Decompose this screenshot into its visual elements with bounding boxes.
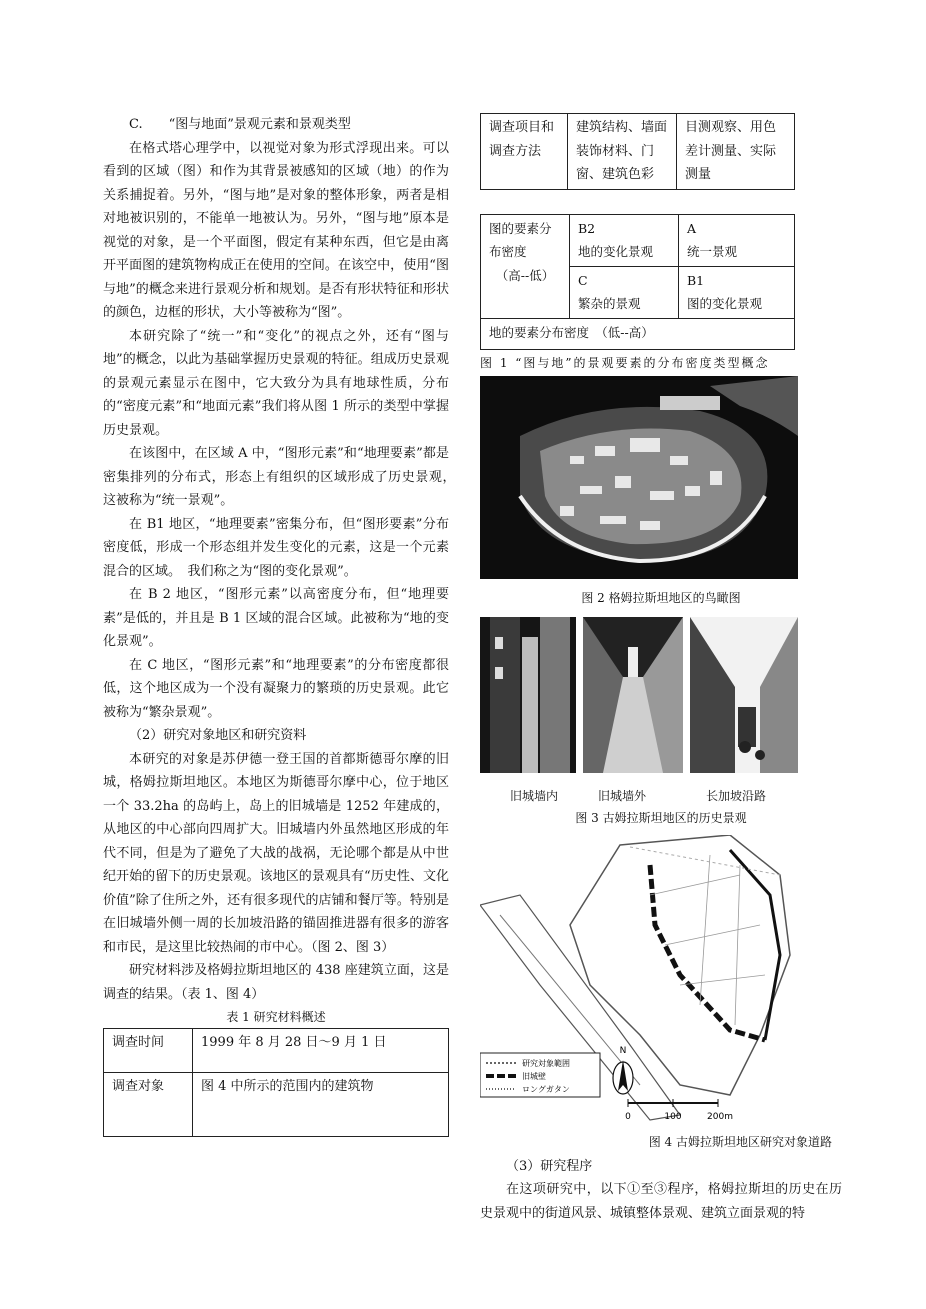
north-label: N <box>619 1045 627 1056</box>
aerial-photo-graphic <box>480 376 798 579</box>
fig4-caption: 图 4 古姆拉斯坦地区研究对象道路 <box>648 1134 832 1149</box>
table-row <box>104 1073 449 1137</box>
study-area-map <box>480 835 798 1123</box>
street-photo-inside-graphic <box>480 617 576 773</box>
scale-label: 100 <box>664 1111 682 1122</box>
table-cell-value: 图 4 中所示的范围内的建筑物 <box>193 1073 449 1137</box>
matrix-code-b1: B1 <box>687 272 705 288</box>
table-row <box>104 1029 449 1073</box>
table-cell: 调查项目和调查方法 <box>481 114 568 190</box>
matrix-code-b2: B2 <box>578 220 596 236</box>
paragraph-5: 在 B 2 地区，“图形元素”以高密度分布，但“地理要素”是低的，并且是 B 1 区域的混合区域。此被称为“地的变化景观”。 <box>103 587 449 649</box>
fig1-matrix <box>480 214 795 350</box>
table-cell-key: 调查对象 <box>104 1073 193 1137</box>
street-photos <box>480 617 798 773</box>
section-heading-c: C. “图与地面”景观元素和景观类型 <box>129 117 351 132</box>
matrix-text-c: 繁杂的景观 <box>578 296 641 311</box>
matrix-cell-c <box>570 266 679 318</box>
fig1-caption: 图 1 “图与地”的景观要素的分布密度类型概念 <box>480 355 770 370</box>
scale-label: 200m <box>707 1111 733 1122</box>
matrix-row <box>481 318 795 349</box>
paragraph-9: 在这项研究中，以下①至③程序，格姆拉斯坦的历史在历史景观中的街道风景、城镇整体景观、建筑立面景观的特 <box>480 1182 842 1221</box>
aerial-photo <box>480 376 798 579</box>
table-row <box>481 114 795 190</box>
fig3-labels <box>480 785 842 803</box>
street-photo-outside-graphic <box>583 617 683 773</box>
paragraph-4: 在 B1 地区，“地理要素”密集分布，但“图形要素”分布密度低，形成一个形态组并发生变化的元素，这是一个元素混合的区域。 我们称之为“图的变化景观”。 <box>103 516 449 579</box>
table-cell-value: 1999 年 8 月 28 日～9 月 1 日 <box>193 1029 449 1073</box>
matrix-x-label: 地的要素分布密度 （低--高） <box>481 318 795 349</box>
matrix-cell-b2 <box>570 214 679 266</box>
matrix-code-c: C <box>578 272 588 288</box>
fig3-label: 旧城墙外 <box>598 788 647 803</box>
matrix-text-b1: 图的变化景观 <box>687 296 763 311</box>
matrix-text-a: 统一景观 <box>687 244 738 259</box>
table-1 <box>103 1028 449 1137</box>
paragraph-8: 研究材料涉及格姆拉斯坦地区的 438 座建筑立面，这是调查的结果。（表 1、图 4） <box>103 963 449 1002</box>
paragraph-1: 在格式塔心理学中，以视觉对象为形式浮现出来。可以看到的区域（图）和作为其背景被感知的区域（地）的作为关系捕捉着。另外，“图与地”是对象的整体形象，两者是相对地被识别的，不能单一地被认为。另外，“图与地”原本是视觉的对象，是一个平面图，假定有某种东西，但它是由离开平面图的建筑物构成正在使用的空间。在该空中，使用“图与地”的概念来进行景观分析和规划。是否有形状特征和形状的颜色，边框的形状，大小等被称为“图”。 <box>103 140 449 320</box>
table1-caption: 表 1 研究材料概述 <box>226 1010 326 1024</box>
left-column <box>103 113 463 1137</box>
study-area-map-graphic <box>480 835 798 1123</box>
table-cell: 目测观察、用色差计测量、实际测量 <box>677 114 795 190</box>
fig3-caption: 图 3 古姆拉斯坦地区的历史景观 <box>575 810 747 825</box>
matrix-y-axis <box>481 214 570 318</box>
street-photo-longgatan-graphic <box>690 617 798 773</box>
section-heading-2: （2）研究对象地区和研究资料 <box>129 728 307 743</box>
fig2-caption: 图 2 格姆拉斯坦地区的鸟瞰图 <box>581 590 741 605</box>
street-photo-inside <box>480 617 576 773</box>
paragraph-7: 本研究的对象是苏伊德一登王国的首都斯德哥尔摩的旧城，格姆拉斯坦地区。本地区为斯德哥尔摩中心，位于地区一个 33.2ha 的岛屿上，岛上的旧城墙是 1252 年建成的，从地区的中心部向四周扩大。旧城墙内外虽然地区形成的年代不同，但是为了避免了大战的战祸，无论哪个都是从中世纪开始的留下的历史景观。该地区的景观具有“历史性、文化价值”除了住所之外，还有很多现代的店铺和餐厅等。特别是在旧城墙外侧一周的长加坡沿路的锚固推进器有很多的游客和市民，是这里比较热闹的市中心。（图 2、图 3） <box>103 751 449 955</box>
matrix-y-label: 图的要素分布密度 <box>489 220 552 259</box>
table-cell-key: 调查时间 <box>104 1029 193 1073</box>
matrix-row <box>481 214 795 266</box>
street-photo-outside <box>583 617 683 773</box>
legend-longgatan: ロングガタン <box>522 1084 570 1094</box>
legend-study-area: 研究対象範囲 <box>522 1058 570 1068</box>
matrix-cell-b1 <box>679 266 795 318</box>
fig3-label: 长加坡沿路 <box>706 788 767 803</box>
right-column <box>480 113 842 1225</box>
legend-old-wall: 旧城壁 <box>522 1071 546 1081</box>
survey-method-table <box>480 113 795 190</box>
matrix-text-b2: 地的变化景观 <box>578 244 654 259</box>
street-photo-longgatan <box>690 617 798 773</box>
section-heading-3: （3）研究程序 <box>506 1158 593 1174</box>
paragraph-2: 本研究除了“统一”和“变化”的视点之外，还有“图与地”的概念，以此为基础掌握历史景观的特征。组成历史景观的景观元素显示在图中，它大致分为具有地球性质，分布的“密度元素”和“地面元素”我们将从图 1 所示的类型中掌握历史景观。 <box>103 328 449 438</box>
fig3-label: 旧城墙内 <box>510 788 559 803</box>
paragraph-6: 在 C 地区，“图形元素”和“地理要素”的分布密度都很低，这个地区成为一个没有凝聚力的繁琐的历史景观。此它被称为“繁杂景观”。 <box>103 657 449 720</box>
matrix-y-range: （高--低） <box>495 267 555 283</box>
matrix-cell-a <box>679 214 795 266</box>
paragraph-3: 在该图中，在区域 A 中，“图形元素”和“地理要素”都是密集排列的分布式，形态上有组织的区域形成了历史景观， 这被称为“统一景观”。 <box>103 446 463 508</box>
table-cell: 建筑结构、墙面装饰材料、门窗、建筑色彩 <box>568 114 677 190</box>
matrix-code-a: A <box>687 220 697 236</box>
scale-label: 0 <box>625 1111 631 1122</box>
